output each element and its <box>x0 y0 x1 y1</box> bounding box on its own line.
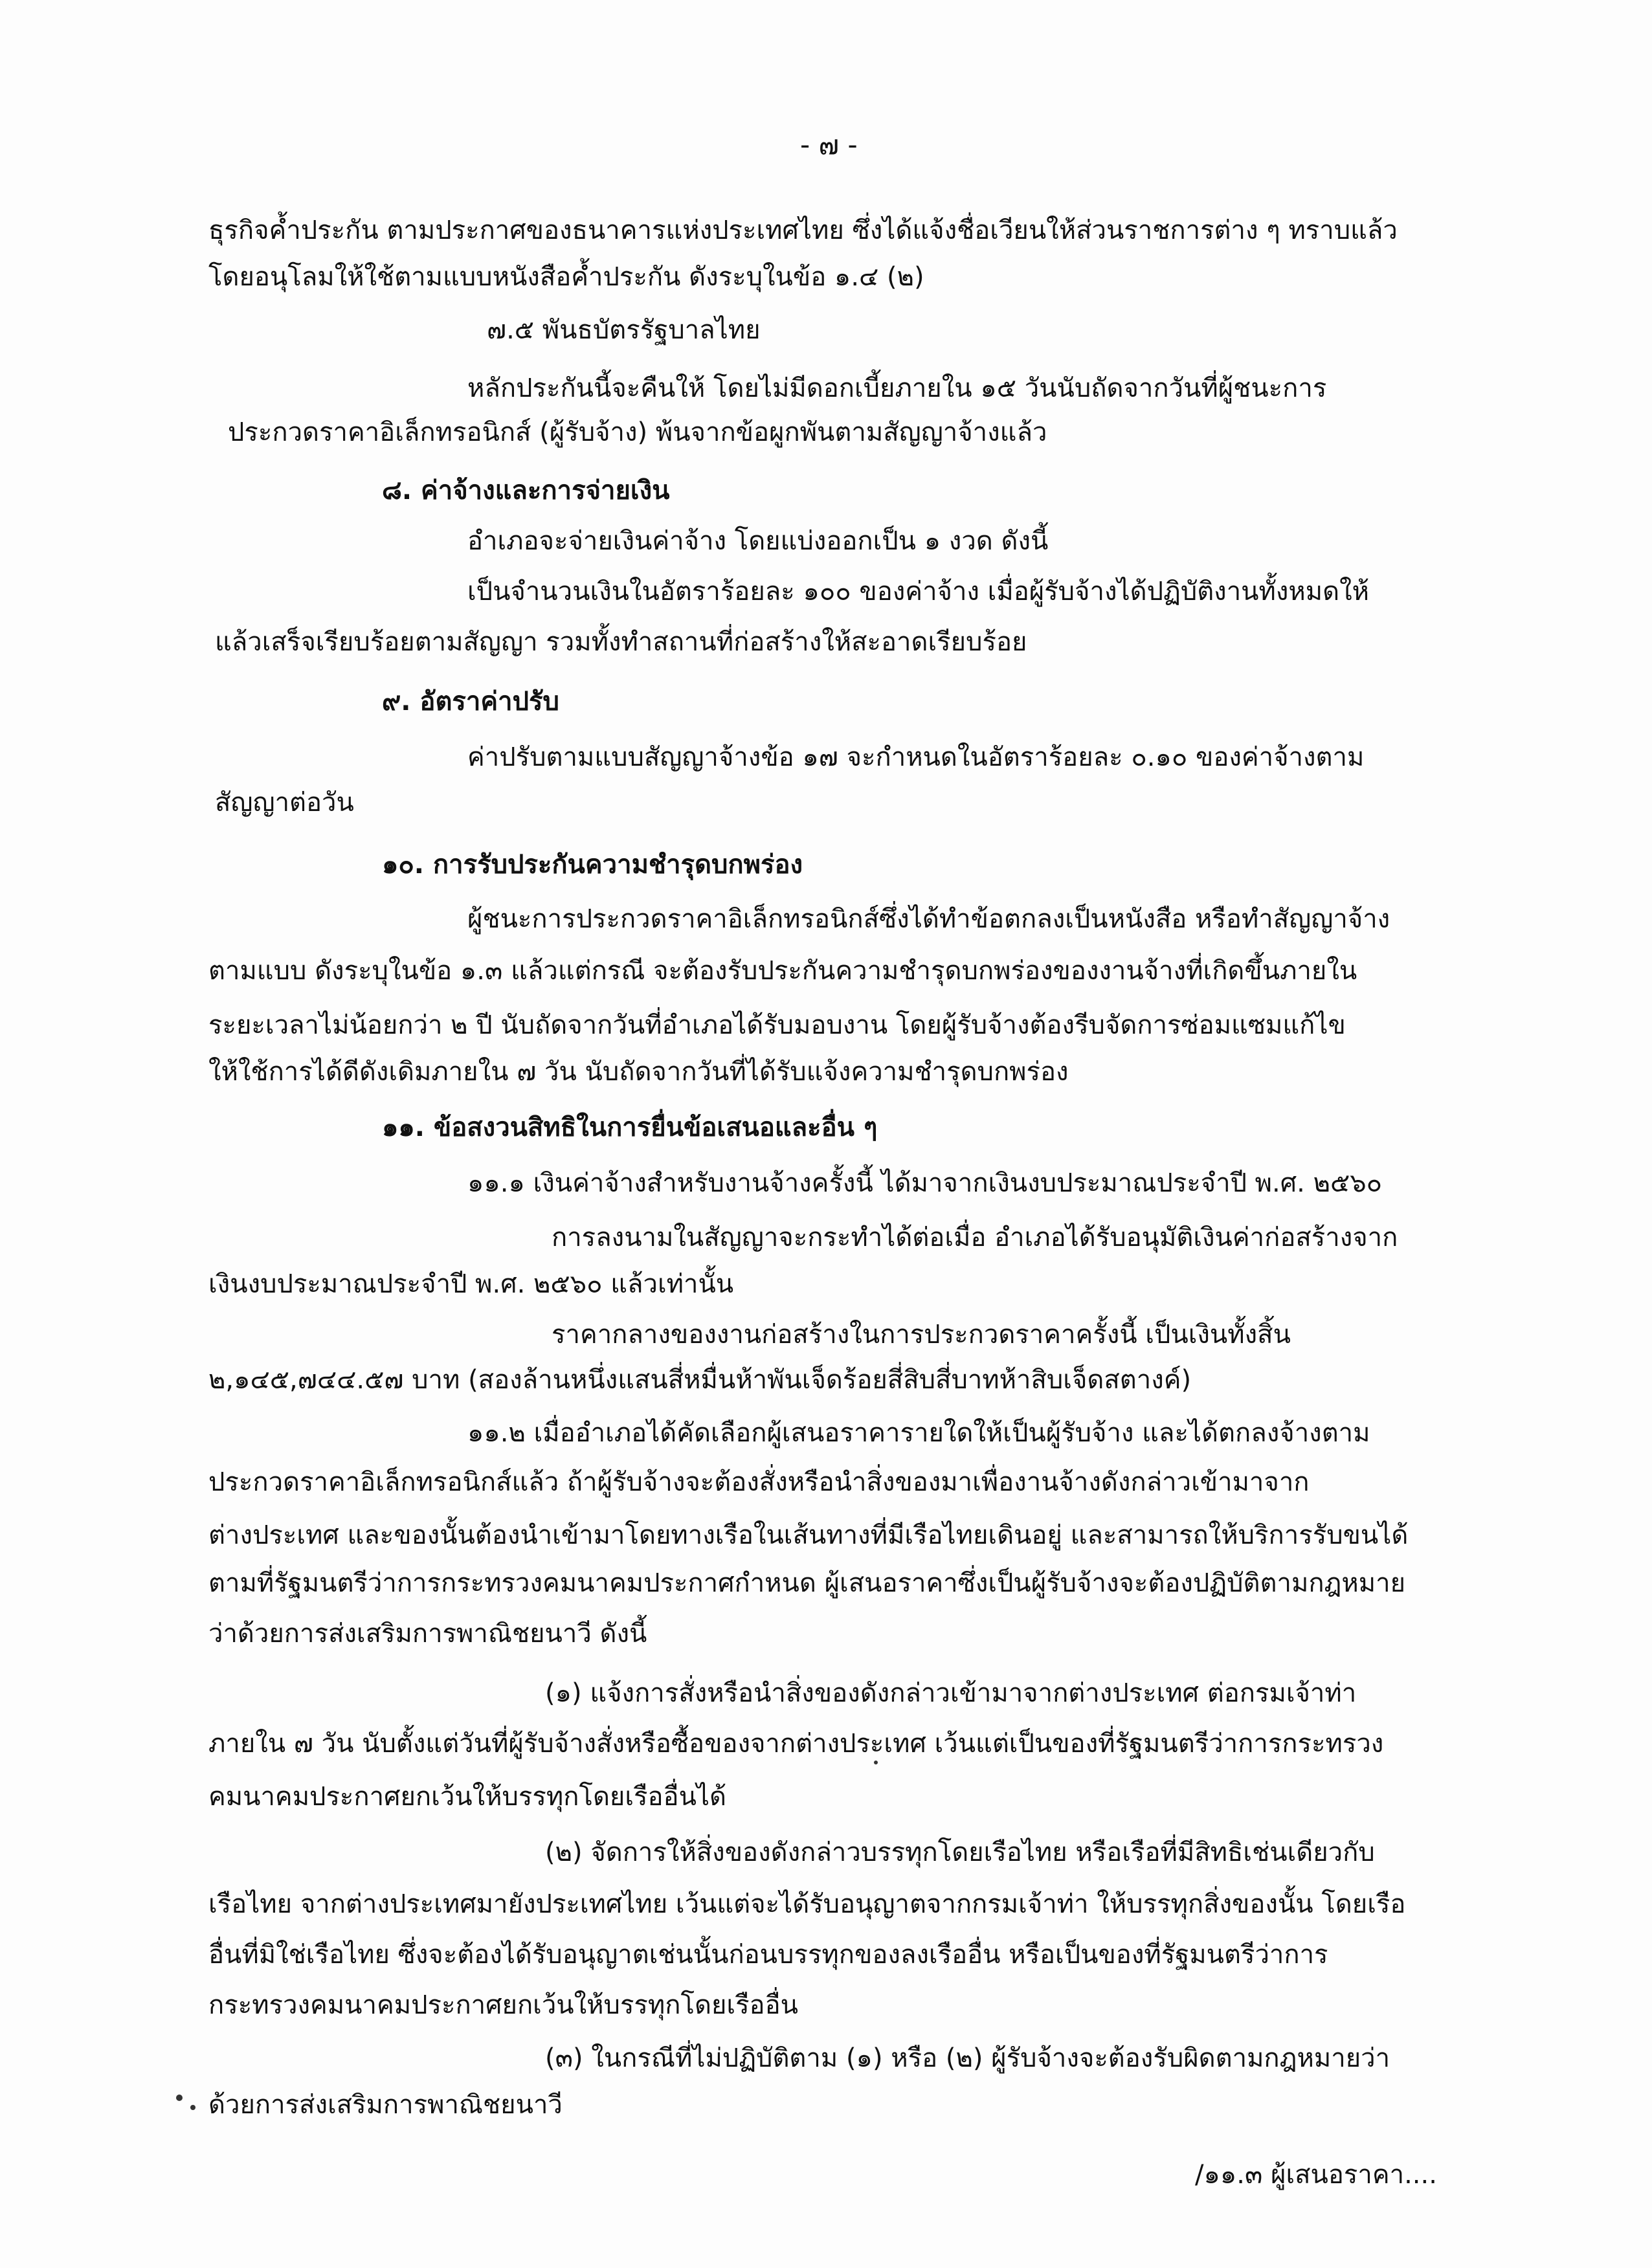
body-line: (๓) ในกรณีที่ไม่ปฏิบัติตาม (๑) หรือ (๒) ผู้รับจ้างจะต้องรับผิดตามกฎหมายว่า <box>545 2043 1390 2073</box>
section-heading: ๙. อัตราค่าปรับ <box>382 687 559 717</box>
body-line: ตามที่รัฐมนตรีว่าการกระทรวงคมนาคมประกาศกำหนด ผู้เสนอราคาซึ่งเป็นผู้รับจ้างจะต้องปฏิบัติตามกฎหมาย <box>208 1568 1406 1598</box>
body-line: (๒) จัดการให้สิ่งของดังกล่าวบรรทุกโดยเรือไทย หรือเรือที่มีสิทธิเช่นเดียวกับ <box>545 1838 1375 1867</box>
body-line: หลักประกันนี้จะคืนให้ โดยไม่มีดอกเบี้ยภายใน ๑๕ วันนับถัดจากวันที่ผู้ชนะการ <box>467 373 1327 403</box>
body-line: ธุรกิจค้ำประกัน ตามประกาศของธนาคารแห่งประเทศไทย ซึ่งได้แจ้งชื่อเวียนให้ส่วนราชการต่าง ๆ ทราบแล้ว <box>208 216 1398 245</box>
body-line: แล้วเสร็จเรียบร้อยตามสัญญา รวมทั้งทำสถานที่ก่อสร้างให้สะอาดเรียบร้อย <box>215 627 1027 657</box>
body-line: ๗.๕ พันธบัตรรัฐบาลไทย <box>487 315 761 345</box>
section-heading: ๑๑. ข้อสงวนสิทธิในการยื่นข้อเสนอและอื่น ๆ <box>382 1113 878 1142</box>
scan-speck <box>176 2095 183 2101</box>
body-line: ต่างประเทศ และของนั้นต้องนำเข้ามาโดยทางเรือในเส้นทางที่มีเรือไทยเดินอยู่ และสามารถให้บริการรับขนได้ <box>208 1520 1409 1550</box>
body-line: ค่าปรับตามแบบสัญญาจ้างข้อ ๑๗ จะกำหนดในอัตราร้อยละ ๐.๑๐ ของค่าจ้างตาม <box>467 742 1365 772</box>
body-line: ตามแบบ ดังระบุในข้อ ๑.๓ แล้วแต่กรณี จะต้องรับประกันความชำรุดบกพร่องของงานจ้างที่เกิดขึ้นภายใน <box>208 956 1357 986</box>
body-line: ภายใน ๗ วัน นับตั้งแต่วันที่ผู้รับจ้างสั่งหรือซื้อของจากต่างประเทศ เว้นแต่เป็นของที่รัฐมนตรีว่าการกระทรวง <box>208 1729 1384 1759</box>
body-line: ด้วยการส่งเสริมการพาณิชยนาวี <box>208 2090 563 2120</box>
section-heading: ๑๐. การรับประกันความชำรุดบกพร่อง <box>382 850 803 880</box>
body-line: เป็นจำนวนเงินในอัตราร้อยละ ๑๐๐ ของค่าจ้าง เมื่อผู้รับจ้างได้ปฏิบัติงานทั้งหมดให้ <box>467 577 1370 606</box>
body-line: กระทรวงคมนาคมประกาศยกเว้นให้บรรทุกโดยเรืออื่น <box>208 1990 798 2020</box>
scan-speck <box>874 1761 878 1764</box>
body-line: ราคากลางของงานก่อสร้างในการประกวดราคาครั้งนี้ เป็นเงินทั้งสิ้น <box>552 1320 1291 1350</box>
body-line: ระยะเวลาไม่น้อยกว่า ๒ ปี นับถัดจากวันที่อำเภอได้รับมอบงาน โดยผู้รับจ้างต้องรีบจัดการซ่อมแซมแก้ไข <box>208 1010 1346 1040</box>
page-number: - ๗ - <box>800 129 858 161</box>
body-line: ว่าด้วยการส่งเสริมการพาณิชยนาวี ดังนี้ <box>208 1619 647 1649</box>
section-heading: ๘. ค่าจ้างและการจ่ายเงิน <box>382 476 670 506</box>
body-line: โดยอนุโลมให้ใช้ตามแบบหนังสือค้ำประกัน ดังระบุในข้อ ๑.๔ (๒) <box>208 262 924 292</box>
body-line: ๒,๑๔๕,๗๔๔.๕๗ บาท (สองล้านหนึ่งแสนสี่หมื่นห้าพันเจ็ดร้อยสี่สิบสี่บาทห้าสิบเจ็ดสตางค์) <box>208 1365 1192 1395</box>
body-line: เงินงบประมาณประจำปี พ.ศ. ๒๕๖๐ แล้วเท่านั้น <box>208 1269 734 1299</box>
body-line: ๑๑.๑ เงินค่าจ้างสำหรับงานจ้างครั้งนี้ ได้มาจากเงินงบประมาณประจำปี พ.ศ. ๒๕๖๐ <box>467 1168 1383 1198</box>
continuation-note: /๑๑.๓ ผู้เสนอราคา.... <box>1195 2160 1437 2190</box>
body-line: การลงนามในสัญญาจะกระทำได้ต่อเมื่อ อำเภอได้รับอนุมัติเงินค่าก่อสร้างจาก <box>552 1223 1398 1252</box>
body-line: คมนาคมประกาศยกเว้นให้บรรทุกโดยเรืออื่นได้ <box>208 1782 726 1812</box>
body-line: อำเภอจะจ่ายเงินค่าจ้าง โดยแบ่งออกเป็น ๑ งวด ดังนี้ <box>467 526 1049 556</box>
body-line: อื่นที่มิใช่เรือไทย ซึ่งจะต้องได้รับอนุญาตเช่นนั้นก่อนบรรทุกของลงเรืออื่น หรือเป็นของที่รัฐมนตรีว่าการ <box>208 1940 1328 1970</box>
body-line: ประกวดราคาอิเล็กทรอนิกส์แล้ว ถ้าผู้รับจ้างจะต้องสั่งหรือนำสิ่งของมาเพื่องานจ้างดังกล่าวเข้ามาจาก <box>208 1467 1310 1497</box>
body-line: ผู้ชนะการประกวดราคาอิเล็กทรอนิกส์ซึ่งได้ทำข้อตกลงเป็นหนังสือ หรือทำสัญญาจ้าง <box>467 904 1390 934</box>
body-line: ๑๑.๒ เมื่ออำเภอได้คัดเลือกผู้เสนอราคารายใดให้เป็นผู้รับจ้าง และได้ตกลงจ้างตาม <box>467 1418 1370 1448</box>
body-line: สัญญาต่อวัน <box>215 788 354 817</box>
body-line: (๑) แจ้งการสั่งหรือนำสิ่งของดังกล่าวเข้ามาจากต่างประเทศ ต่อกรมเจ้าท่า <box>545 1678 1357 1708</box>
body-line: ประกวดราคาอิเล็กทรอนิกส์ (ผู้รับจ้าง) พ้นจากข้อผูกพันตามสัญญาจ้างแล้ว <box>228 417 1047 447</box>
body-line: เรือไทย จากต่างประเทศมายังประเทศไทย เว้นแต่จะได้รับอนุญาตจากกรมเจ้าท่า ให้บรรทุกสิ่งของนั้น โดยเรือ <box>208 1889 1406 1919</box>
body-line: ให้ใช้การได้ดีดังเดิมภายใน ๗ วัน นับถัดจากวันที่ได้รับแจ้งความชำรุดบกพร่อง <box>208 1057 1069 1087</box>
scan-speck <box>190 2105 195 2110</box>
